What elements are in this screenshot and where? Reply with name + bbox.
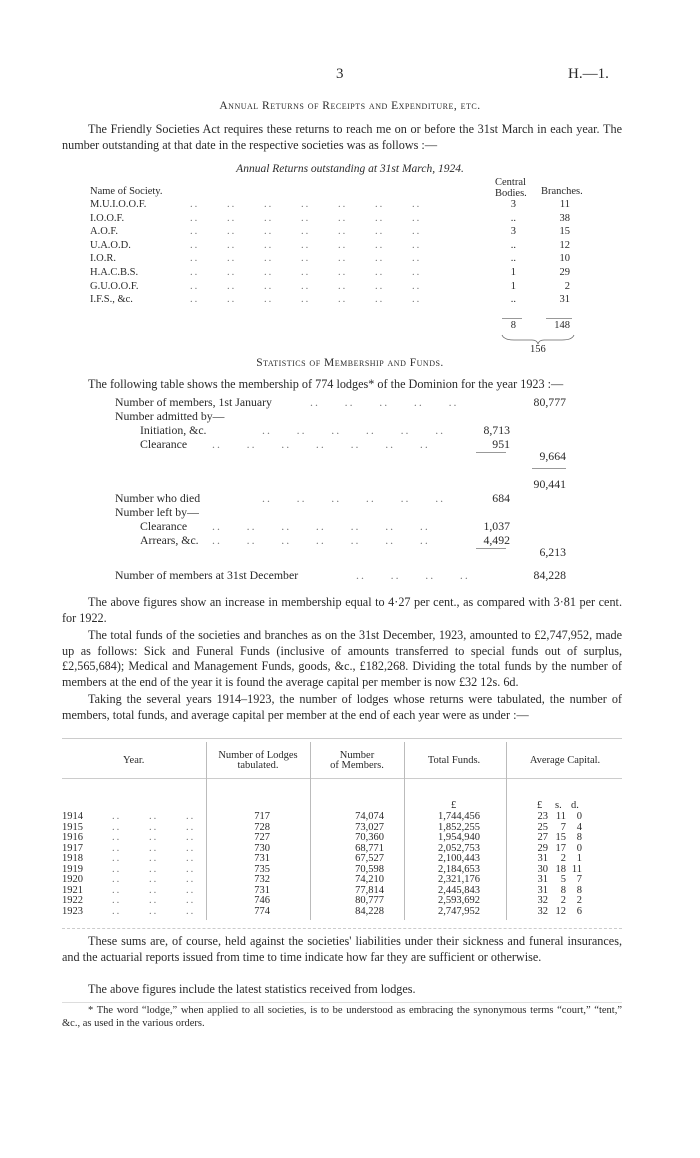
lodges-cell: 728 xyxy=(254,821,270,833)
shillings-cell: 2 xyxy=(560,853,566,864)
returns-grand-total: 156 xyxy=(530,344,546,355)
returns-table-title: Annual Returns outstanding at 31st March, 1924. xyxy=(236,163,464,175)
pounds-cell: 31 xyxy=(537,853,548,864)
value-arrears: 4,492 xyxy=(483,533,510,547)
society-name: H.A.C.B.S. xyxy=(90,267,139,278)
unit-pence: d. xyxy=(571,800,579,811)
leader-dots: .. .. .. xyxy=(112,853,196,864)
pence-cell: 4 xyxy=(576,821,582,833)
pence-cell: 2 xyxy=(576,895,582,906)
leader-dots: .. .. .. .. .. .. .. xyxy=(190,226,422,238)
value-members-jan: 80,777 xyxy=(533,395,566,409)
branches-count: 31 xyxy=(559,294,570,306)
pounds-cell: 31 xyxy=(537,884,548,896)
unit-funds: £ xyxy=(451,800,457,811)
branches-count: 15 xyxy=(559,226,570,238)
shillings-cell: 5 xyxy=(560,874,566,885)
funds-cell: 1,954,940 xyxy=(438,832,480,843)
leader-dots: .. .. .. xyxy=(112,863,196,875)
th-lodges-1: Number of Lodges xyxy=(218,750,298,761)
label-arrears: Arrears, &c. xyxy=(140,533,199,547)
leader-dots: .. .. .. .. .. .. .. xyxy=(190,294,422,306)
label-left-clearance: Clearance xyxy=(140,519,188,533)
funds-cell: 2,747,952 xyxy=(438,905,480,917)
lodges-cell: 731 xyxy=(254,884,270,896)
society-name: U.A.O.D. xyxy=(90,239,131,251)
unit-shillings: s. xyxy=(555,800,562,811)
shillings-cell: 8 xyxy=(560,884,566,896)
pence-cell: 0 xyxy=(576,811,582,822)
members-cell: 70,598 xyxy=(355,863,384,875)
value-subtotal: 90,441 xyxy=(533,477,566,491)
funds-cell: 2,445,843 xyxy=(438,884,480,896)
unit-pounds: £ xyxy=(537,800,543,811)
leader-dots: .. .. .. xyxy=(112,884,196,896)
society-name: M.U.I.O.O.F. xyxy=(90,199,147,210)
lodges-cell: 735 xyxy=(254,863,270,875)
year-cell: 1917 xyxy=(62,842,83,854)
leader-dots: .. .. .. xyxy=(112,811,196,822)
leader-dots: .. .. .. .. .. .. .. xyxy=(190,212,422,224)
pounds-cell: 29 xyxy=(537,842,548,854)
lodges-cell: 717 xyxy=(254,811,270,822)
lodges-cell: 727 xyxy=(254,832,270,843)
members-cell: 68,771 xyxy=(355,842,384,854)
value-clearance: 951 xyxy=(492,437,510,451)
th-funds: Total Funds. xyxy=(427,755,481,766)
years-paragraph: Taking the several years 1914–1923, the number of lodges whose returns were tabulated, the number of members, total funds, and average capital per member at the end of each year were as under :— xyxy=(62,692,622,722)
year-cell: 1918 xyxy=(62,853,83,864)
th-members-2: of Members. xyxy=(330,760,384,771)
section-title-statistics: Statistics of Membership and Funds. xyxy=(256,357,444,369)
central-bodies-count: .. xyxy=(510,253,516,265)
shillings-cell: 11 xyxy=(555,811,566,822)
value-left-clearance: 1,037 xyxy=(483,519,510,533)
members-cell: 80,777 xyxy=(355,895,384,906)
page-number: 3 xyxy=(336,66,344,82)
pence-cell: 7 xyxy=(576,874,582,885)
col-header-name: Name of Society. xyxy=(90,186,163,197)
pounds-cell: 27 xyxy=(537,832,548,843)
closing-paragraph-2: The above figures include the latest statistics received from lodges. xyxy=(88,982,416,996)
pounds-cell: 25 xyxy=(537,821,548,833)
branches-count: 11 xyxy=(559,199,570,210)
value-admitted-total: 9,664 xyxy=(539,449,566,463)
lodges-cell: 730 xyxy=(254,842,270,854)
value-left-total: 6,213 xyxy=(539,545,566,559)
pounds-cell: 32 xyxy=(537,895,548,906)
th-capital: Average Capital. xyxy=(529,755,601,766)
col-header-central-2: Bodies. xyxy=(495,188,527,199)
label-clearance: Clearance xyxy=(140,437,188,451)
central-bodies-count: 1 xyxy=(510,280,516,292)
society-name: I.F.S., &c. xyxy=(90,294,133,306)
funds-cell: 1,852,255 xyxy=(438,821,480,833)
leader-dots: .. .. .. .. .. .. .. xyxy=(190,253,422,265)
pence-cell: 11 xyxy=(571,863,582,875)
funds-cell: 2,593,692 xyxy=(438,895,480,906)
members-cell: 73,027 xyxy=(355,821,384,833)
leader-dots: .. .. .. xyxy=(112,895,196,906)
label-died: Number who died xyxy=(115,491,201,505)
pounds-cell: 30 xyxy=(537,863,548,875)
returns-paragraph: The Friendly Societies Act requires these returns to reach me on or before the 31st March in each year. The number outstanding at that date in the respective societies was as follows :— xyxy=(62,122,622,152)
society-name: I.O.R. xyxy=(90,253,116,265)
year-cell: 1916 xyxy=(62,832,83,843)
closing-paragraph-1: These sums are, of course, held against the societies' liabilities under their sickness and funeral insurances, and the actuarial reports issued from time to time indicate how far they are sufficient or otherwise. xyxy=(62,934,622,964)
branches-count: 38 xyxy=(559,212,570,224)
section-title-returns: Annual Returns of Receipts and Expenditure, etc. xyxy=(219,100,481,112)
leader-dots: .. .. .. xyxy=(112,832,196,843)
lodges-cell: 746 xyxy=(254,895,270,906)
central-bodies-count: 3 xyxy=(510,199,516,210)
pence-cell: 1 xyxy=(576,853,582,864)
col-header-branches: Branches. xyxy=(541,186,583,197)
label-left: Number left by— xyxy=(115,505,199,519)
year-cell: 1920 xyxy=(62,874,83,885)
society-name: I.O.O.F. xyxy=(90,212,125,224)
branches-count: 2 xyxy=(564,280,570,292)
branches-count: 12 xyxy=(559,239,570,251)
pence-cell: 8 xyxy=(576,832,582,843)
lodges-cell: 774 xyxy=(254,905,270,917)
members-cell: 74,074 xyxy=(355,811,384,822)
year-cell: 1922 xyxy=(62,895,83,906)
central-bodies-count: .. xyxy=(510,212,516,224)
members-cell: 70,360 xyxy=(355,832,384,843)
central-bodies-count: .. xyxy=(510,294,516,306)
pence-cell: 8 xyxy=(576,884,582,896)
returns-total-branches: 148 xyxy=(554,320,570,331)
funds-cell: 1,744,456 xyxy=(438,811,480,822)
leader-dots: .. .. .. xyxy=(112,874,196,885)
leader-dots: .. .. .. xyxy=(112,821,196,833)
leader-dots: .. .. .. xyxy=(112,842,196,854)
members-cell: 74,210 xyxy=(355,874,384,885)
document-reference: H.—1. xyxy=(568,66,609,82)
label-admitted: Number admitted by— xyxy=(115,409,225,423)
society-name: A.O.F. xyxy=(90,226,119,238)
leader-dots: .. .. .. .. .. .. .. xyxy=(190,280,422,292)
funds-cell: 2,184,653 xyxy=(438,863,480,875)
funds-paragraph: The total funds of the societies and branches as on the 31st December, 1923, amounted to £2,747,952, made up as follows: Sick and Funeral Funds (inclusive of amounts transferred to special funds out of surplus, £2,565,684); Medical and Management Funds, goods, &c., £182,268. Dividing the total funds by the number of members at the end of the year it is found the average capital per member is now £32 12s. 6d. xyxy=(62,628,622,689)
value-initiation: 8,713 xyxy=(483,423,510,437)
year-cell: 1915 xyxy=(62,821,83,833)
leader-dots: .. .. .. .. .. .. .. xyxy=(190,239,422,251)
leader-dots: .. .. .. xyxy=(112,905,196,917)
leader-dots: .. .. .. .. .. .. .. xyxy=(190,267,422,278)
pounds-cell: 31 xyxy=(537,874,548,885)
th-year: Year. xyxy=(123,755,145,766)
members-cell: 77,814 xyxy=(355,884,384,896)
pounds-cell: 32 xyxy=(537,905,548,917)
returns-total-central: 8 xyxy=(510,320,516,331)
lodges-cell: 732 xyxy=(254,874,270,885)
footnote: * The word “lodge,” when applied to all societies, is to be understood as embracing the synonymous terms “court,” “tent,” &c., as used in the various orders. xyxy=(62,1005,622,1029)
shillings-cell: 17 xyxy=(555,842,566,854)
funds-cell: 2,100,443 xyxy=(438,853,480,864)
central-bodies-count: 3 xyxy=(510,226,516,238)
shillings-cell: 12 xyxy=(555,905,566,917)
year-cell: 1923 xyxy=(62,905,83,917)
shillings-cell: 18 xyxy=(555,863,566,875)
central-bodies-count: .. xyxy=(510,239,516,251)
shillings-cell: 2 xyxy=(560,895,566,906)
members-cell: 84,228 xyxy=(355,905,384,917)
year-cell: 1914 xyxy=(62,811,83,822)
lodges-cell: 731 xyxy=(254,853,270,864)
label-members-jan: Number of members, 1st January xyxy=(115,395,272,409)
col-header-central-1: Central xyxy=(495,177,526,188)
branches-count: 10 xyxy=(559,253,570,265)
shillings-cell: 7 xyxy=(560,821,566,833)
pence-cell: 0 xyxy=(576,842,582,854)
funds-cell: 2,321,176 xyxy=(438,874,480,885)
value-died: 684 xyxy=(492,491,510,505)
branches-count: 29 xyxy=(559,267,570,278)
th-lodges-2: tabulated. xyxy=(237,760,279,771)
th-members-1: Number xyxy=(339,750,375,761)
central-bodies-count: 1 xyxy=(510,267,516,278)
statistics-intro: The following table shows the membership of 774 lodges* of the Dominion for the year 1923 :— xyxy=(88,377,564,391)
pounds-cell: 23 xyxy=(537,811,548,822)
funds-cell: 2,052,753 xyxy=(438,842,480,854)
label-members-dec: Number of members at 31st December xyxy=(115,568,299,582)
value-members-dec: 84,228 xyxy=(533,568,566,582)
increase-paragraph: The above figures show an increase in membership equal to 4·27 per cent., as compared with 3·81 per cent. for 1922. xyxy=(62,595,622,625)
members-cell: 67,527 xyxy=(355,853,384,864)
pence-cell: 6 xyxy=(576,905,582,917)
shillings-cell: 15 xyxy=(555,832,566,843)
year-cell: 1919 xyxy=(62,863,83,875)
leader-dots: .. .. .. .. .. .. .. xyxy=(190,199,422,210)
year-cell: 1921 xyxy=(62,884,83,896)
label-initiation: Initiation, &c. xyxy=(140,423,207,437)
society-name: G.U.O.O.F. xyxy=(90,280,139,292)
